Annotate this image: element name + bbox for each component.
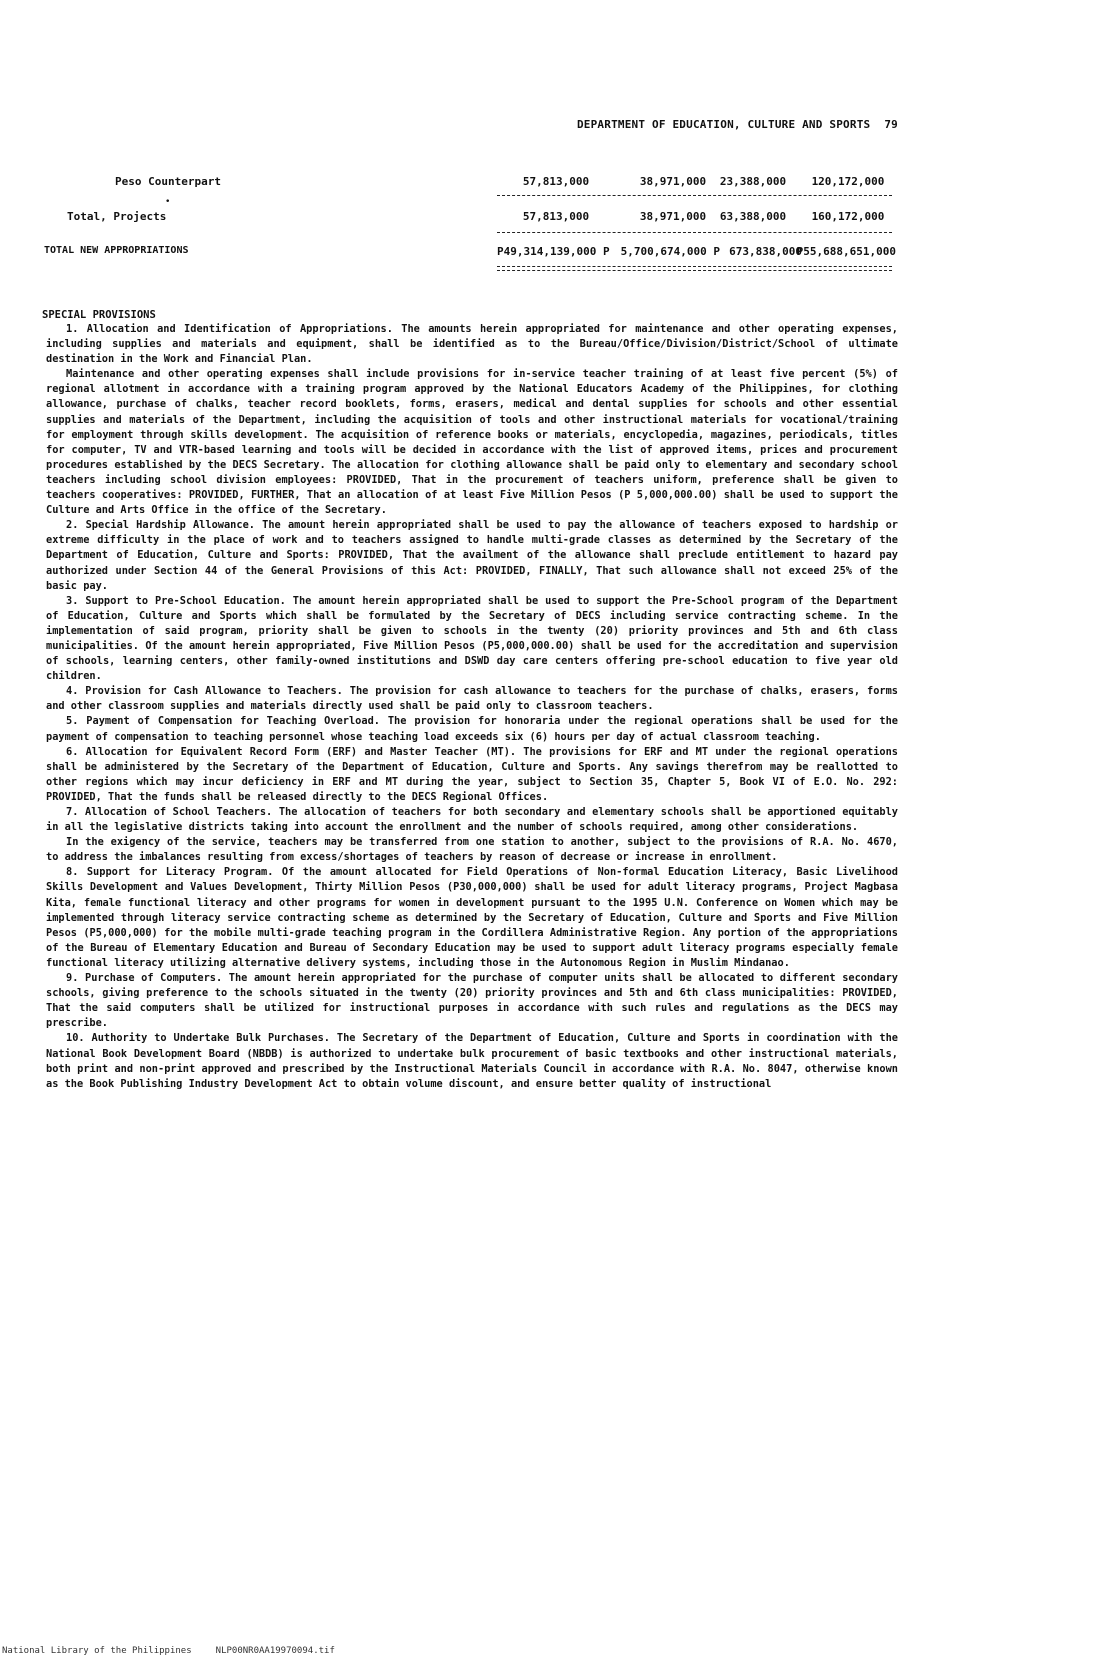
table-cell: 38,971,000 — [639, 175, 707, 188]
table-cell: 57,813,000 — [522, 210, 590, 223]
bullet-mark: • — [165, 197, 171, 207]
provision-paragraph: 7. Allocation of School Teachers. The allocation of teachers for both secondary and elementary schools shall be apportioned equitably in all the legislative districts taking into account the enrollment and the number of schools required, among other considerations. — [46, 806, 898, 834]
table-cell: P55,688,651,000 — [796, 245, 896, 258]
page-header — [577, 118, 898, 131]
special-provisions-body — [46, 322, 898, 1092]
row-label: TOTAL NEW APPROPRIATIONS — [44, 245, 189, 256]
table-cell: P49,314,139,000 P — [497, 245, 610, 258]
table-row — [0, 175, 1102, 191]
row-label: Total, Projects — [67, 210, 167, 223]
table-cell: 5,700,674,000 P — [620, 245, 720, 258]
provision-paragraph: In the exigency of the service, teachers may be transferred from one station to another, subject to the provisions of R.A. No. 4670, to address the imbalances resulting from excess/shortages of teachers by reason of decrease or increase in enrollment. — [46, 836, 898, 864]
grand-total-double-rule — [497, 266, 892, 271]
table-cell: 38,971,000 — [639, 210, 707, 223]
total-rule — [497, 232, 892, 233]
provision-paragraph: 4. Provision for Cash Allowance to Teachers. The provision for cash allowance to teachers for the purchase of chalks, erasers, forms and other classroom supplies and materials directly used shall be paid only to classroom teachers. — [46, 685, 898, 713]
table-cell: 160,172,000 — [811, 210, 885, 223]
provision-paragraph: 5. Payment of Compensation for Teaching Overload. The provision for honoraria under the regional operations shall be used for the payment of compensation to teaching personnel whose teaching load exceeds six (6) hours per day of actual classroom teaching. — [46, 715, 898, 743]
provision-paragraph: 2. Special Hardship Allowance. The amount herein appropriated shall be used to pay the allowance of teachers exposed to hardship or extreme difficulty in the place of work and to teachers assigned to handle multi-grade classes as determined by the Secretary of the Department of Education, Culture and Sports: PROVIDED, That the availment of the allowance shall preclude entitlement to hazard pay authorized under Section 44 of the General Provisions of this Act: PROVIDED, FINALLY, That such allowance shall not exceed 25% of the basic pay. — [46, 519, 898, 592]
row-label: Peso Counterpart — [115, 175, 221, 188]
table-row — [0, 210, 1102, 226]
provision-paragraph: Maintenance and other operating expenses shall include provisions for in-service teacher training of at least five percent (5%) of regional allotment in accordance with a training program approved by the National Educators Academy of the Philippines, for clothing allowance, purchase of chalks, teacher record booklets, forms, erasers, medical and dental supplies for schools and other essential supplies and materials of the Department, including the acquisition of tools and other instructional materials for vocational/training for employment through skills development. The acquisition of reference books or materials, encyclopedia, magazines, periodicals, titles for computer, TV and VTR-based learning and tools will be decided in accordance with the list of approved items, prices and procurement procedures established by the DECS Secretary. The allocation for clothing allowance shall be paid only to elementary and secondary school teachers including school division employees: PROVIDED, That in the procurement of teachers uniform, preference shall be given to teachers cooperatives: PROVIDED, FURTHER, That an allocation of at least Five Million Pesos (P 5,000,000.00) shall be used to support the Culture and Arts Office in the office of the Secretary. — [46, 368, 898, 517]
table-cell: 63,388,000 — [719, 210, 787, 223]
provision-paragraph: 1. Allocation and Identification of Appropriations. The amounts herein appropriated for maintenance and other operating expenses, including supplies and materials and equipment, shall be identified as to the Bureau/Office/Division/District/School of ultimate destination in the Work and Financial Plan. — [46, 323, 898, 366]
department-title: DEPARTMENT OF EDUCATION, CULTURE AND SPORTS — [576, 118, 871, 131]
table-cell: 120,172,000 — [811, 175, 885, 188]
file-code: NLP00NR0AA19970094.tif — [215, 1646, 335, 1656]
page-number: 79 — [884, 118, 898, 131]
scan-footer — [2, 1646, 335, 1656]
table-row — [0, 245, 1102, 261]
provision-paragraph: 10. Authority to Undertake Bulk Purchases. The Secretary of the Department of Education, Culture and Sports in coordination with the National Book Development Board (NBDB) is authorized to undertake bulk procurement of basic textbooks and other instructional materials, both print and non-print approved and prescribed by the Instructional Materials Council in accordance with R.A. No. 8047, otherwise known as the Book Publishing Industry Development Act to obtain volume discount, and ensure better quality of instructional — [46, 1032, 898, 1090]
provision-paragraph: 9. Purchase of Computers. The amount herein appropriated for the purchase of computer units shall be allocated to different secondary schools, giving preference to the schools situated in the twenty (20) priority provinces and 5th and 6th class municipalities: PROVIDED, That the said computers shall be utilized for instructional purposes in accordance with such rules and regulations as the DECS may prescribe. — [46, 972, 898, 1030]
provision-paragraph: 8. Support for Literacy Program. Of the amount allocated for Field Operations of Non-formal Education Literacy, Basic Livelihood Skills Development and Values Development, Thirty Million Pesos (P30,000,000) shall be used for adult literacy programs, Project Magbasa Kita, female functional literacy and other programs for women in development pursuant to the 1995 U.N. Conference on Women which may be implemented through literacy service contracting scheme as determined by the Secretary of Education, Culture and Sports and Five Million Pesos (P5,000,000) for the mobile multi-grade teaching program in the Cordillera Administrative Region. Any portion of the appropriations of the Bureau of Elementary Education and Bureau of Secondary Education may be used to support adult literacy programs especially female functional literacy utilizing alternative delivery systems, including those in the Autonomous Region in Muslim Mindanao. — [46, 866, 898, 969]
table-cell: 57,813,000 — [522, 175, 590, 188]
special-provisions-title: SPECIAL PROVISIONS — [42, 309, 156, 321]
provision-paragraph: 6. Allocation for Equivalent Record Form (ERF) and Master Teacher (MT). The provisions for ERF and MT under the regional operations shall be administered by the Secretary of the Department of Education, Culture and Sports. Any savings therefrom may be reallotted to other regions which may incur deficiency in ERF and MT during the year, subject to Section 35, Chapter 5, Book VI of E.O. No. 292: PROVIDED, That the funds shall be released directly to the DECS Regional Offices. — [46, 745, 898, 803]
table-cell: 673,838,000 — [729, 245, 802, 258]
subtotal-rule — [497, 195, 892, 196]
table-cell: 23,388,000 — [719, 175, 787, 188]
library-name: National Library of the Philippines — [2, 1646, 192, 1656]
provision-paragraph: 3. Support to Pre-School Education. The amount herein appropriated shall be used to support the Pre-School program of the Department of Education, Culture and Sports which shall be formulated by the Secretary of DECS including service contracting scheme. In the implementation of said program, priority shall be given to schools in the twenty (20) priority provinces and 5th and 6th class municipalities. Of the amount herein appropriated, Five Million Pesos (P5,000,000.00) shall be used for the accreditation and supervision of schools, learning centers, other family-owned institutions and DSWD day care centers offering pre-school education to five year old children. — [46, 594, 898, 683]
